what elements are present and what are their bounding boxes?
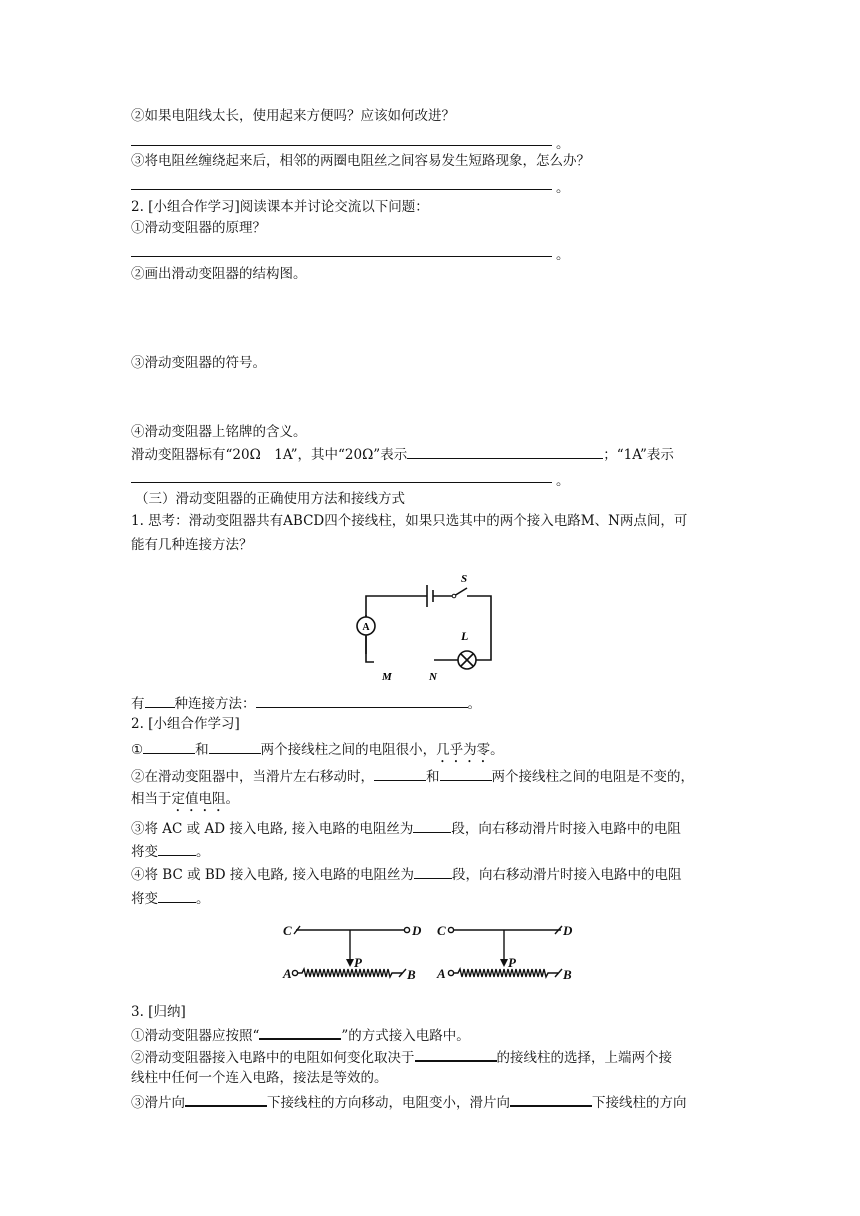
label-a: A [283,966,292,981]
coop-item-4 [131,864,682,885]
emphasized-text: 几乎为零 [436,742,491,758]
label-b: B [563,967,572,982]
section-title: （三）滑动变阻器的正确使用方法和接线方式 [135,491,405,507]
summary-item-1 [131,1024,470,1046]
ways-text-b: 种连接方法： [174,696,256,712]
answer-blank[interactable] [414,864,452,879]
item-text: 。 [225,791,239,807]
coop-item-2-line2 [131,789,239,815]
item-text: ①滑动变阻器应按照“ [131,1028,260,1044]
connection-ways-line [131,693,481,714]
item-text: 和 [426,769,440,785]
summary-title: 3. [归纳] [131,1004,186,1020]
think-question-line2: 能有几种连接方法？ [131,537,253,553]
coop-item-1 [131,739,504,766]
label-c: C [437,923,446,938]
coop-title: 2. [小组合作学习] [131,716,240,732]
period-mark: 。 [556,247,570,263]
answer-blank[interactable] [185,1091,267,1107]
period-mark: 。 [556,473,570,489]
answer-blank[interactable] [440,766,492,781]
period-mark: 。 [196,844,210,860]
label-d: D [563,923,573,938]
label-c: C [283,923,292,938]
item-text: 和 [195,742,209,758]
coop-item-3 [131,818,681,839]
coop-item-4-line2 [131,888,210,909]
answer-blank[interactable] [256,693,468,708]
answer-blank[interactable] [510,1091,592,1107]
answer-blank[interactable] [158,888,196,903]
item-text: 。 [490,742,504,758]
label-p: P [508,955,516,970]
question-principle: ①滑动变阻器的原理？ [131,220,266,236]
think-question-line1: 1. 思考：滑动变阻器共有ABCD四个接线柱，如果只选其中的两个接入电路M、N两点间，可 [131,513,688,529]
item-text: 的接线柱的选择，上端两个接 [496,1050,672,1066]
coop-item-2 [131,766,694,787]
item-text: 将变 [131,844,158,860]
answer-blank[interactable] [145,693,175,708]
nameplate-text-a: 滑动变阻器标有“20Ω 1A”，其中“20Ω”表示 [131,447,408,463]
answer-line[interactable] [131,189,552,190]
terminal-n-label: N [429,671,437,683]
question-line-long-wire: ②如果电阻线太长，使用起来方便吗？应该如何改进？ [131,108,455,124]
question-symbol: ③滑动变阻器的符号。 [131,355,266,371]
answer-blank[interactable] [374,766,426,781]
answer-line[interactable] [131,256,552,257]
answer-blank[interactable] [143,739,195,754]
lamp-label: L [461,629,469,643]
item-text: ④将 BC 或 BD 接入电路, 接入电路的电阻丝为 [131,867,414,883]
label-d: D [412,923,422,938]
label-p: P [354,955,362,970]
question-structure: ②画出滑动变阻器的结构图。 [131,266,307,282]
item-text: 段，向右移动滑片时接入电路中的电阻 [451,821,681,837]
answer-blank[interactable] [407,444,603,459]
coop-item-3-line2 [131,841,210,862]
item-text: 下接线柱的方向 [592,1095,687,1111]
answer-blank[interactable] [415,1046,497,1062]
item-text: 相当于 [131,791,172,807]
item-text: 两个接线柱之间的电阻很小， [260,742,437,758]
rheostat-diagrams [282,917,582,985]
circuit-diagram [330,568,510,686]
label-a: A [437,966,446,981]
answer-line[interactable] [131,482,552,483]
item-text: ③滑片向 [131,1095,185,1111]
ways-end: 。 [467,696,481,712]
answer-line[interactable] [131,145,552,146]
nameplate-text-b: ；“1A”表示 [603,447,674,463]
label-b: B [407,967,416,982]
item-text: 将变 [131,891,158,907]
ways-text-a: 有 [131,696,145,712]
summary-item-2 [131,1046,672,1068]
answer-blank[interactable] [259,1024,341,1040]
switch-label: S [461,573,468,585]
period-mark: 。 [556,136,570,152]
item-text: ③将 AC 或 AD 接入电路, 接入电路的电阻丝为 [131,821,414,837]
item-text: ① [131,742,144,758]
item-text: 下接线柱的方向移动，电阻变小，滑片向 [267,1095,510,1111]
item-text: ②在滑动变阻器中，当滑片左右移动时， [131,769,374,785]
question-line-short-circuit: ③将电阻丝缠绕起来后，相邻的两圈电阻丝之间容易发生短路现象，怎么办？ [131,153,590,169]
period-mark: 。 [196,891,210,907]
item-text: 段，向右移动滑片时接入电路中的电阻 [452,867,682,883]
nameplate-line [131,444,674,465]
emphasized-text: 定值电阻 [171,791,226,807]
period-mark: 。 [556,180,570,196]
item-text: ②滑动变阻器接入电路中的电阻如何变化取决于 [131,1050,415,1066]
terminal-m-label: M [382,671,392,683]
group-study-title: 2. [小组合作学习]阅读课本并讨论交流以下问题： [131,199,429,215]
answer-blank[interactable] [413,818,451,833]
question-nameplate: ④滑动变阻器上铭牌的含义。 [131,424,307,440]
ammeter-label: A [362,622,370,633]
summary-item-2-line2: 线柱中任何一个连入电路，接法是等效的。 [131,1070,388,1086]
item-text: 两个接线柱之间的电阻是不变的， [491,769,694,785]
answer-blank[interactable] [158,841,196,856]
summary-item-3 [131,1091,687,1113]
answer-blank[interactable] [209,739,261,754]
item-text: ”的方式接入电路中。 [341,1028,470,1044]
